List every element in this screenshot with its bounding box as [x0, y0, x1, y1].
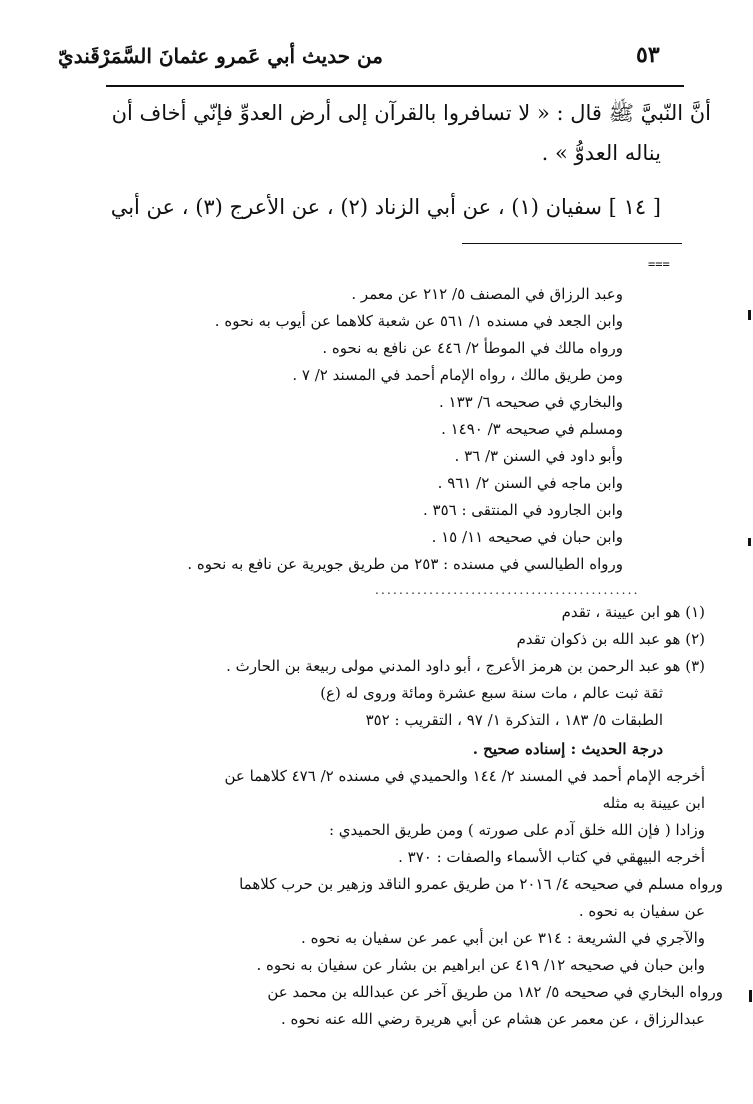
takhrij-line: والآجري في الشريعة : ٣١٤ عن ابن أبي عمر عن سفيان به نحوه .	[301, 929, 705, 947]
source-line: وابن ماجه في السنن ٢/ ٩٦١ .	[437, 474, 623, 492]
takhrij-line: وزادا ( فإن الله خلق آدم على صورته ) ومن طريق الحميدي :	[328, 821, 705, 839]
source-line: والبخاري في صحيحه ٦/ ١٣٣ .	[438, 393, 623, 411]
takhrij-line: أخرجه البيهقي في كتاب الأسماء والصفات : ٣٧٠ .	[398, 848, 705, 866]
header-rule	[106, 85, 684, 87]
scan-edge-mark	[748, 538, 751, 546]
source-line: وابن الجارود في المنتقى : ٣٥٦ .	[422, 501, 623, 519]
source-line: ورواه مالك في الموطأ ٢/ ٤٤٦ عن نافع به نحوه .	[322, 339, 623, 357]
main-text-line-3: [ ١٤ ] سفيان (١) ، عن أبي الزناد (٢) ، عن الأعرج (٣) ، عن أبي	[110, 195, 661, 219]
takhrij-line: وابن حبان في صحيحه ١٢/ ٤١٩ عن ابراهيم بن بشار عن سفيان به نحوه .	[256, 956, 705, 974]
footnote-2: (٢) هو عبد الله بن ذكوان تقدم	[516, 630, 705, 648]
main-text-line-1: أنَّ النّبيَّ ﷺ قال : « لا تسافروا بالقرآن إلى أرض العدوِّ فإنّي أخاف أن	[111, 101, 711, 125]
hadith-grade-heading: درجة الحديث : إسناده صحيح .	[472, 740, 663, 758]
takhrij-line: أخرجه الإمام أحمد في المسند ٢/ ١٤٤ والحميدي في مسنده ٢/ ٤٧٦ كلاهما عن	[224, 767, 705, 785]
footnote-3-detail: ثقة ثبت عالم ، مات سنة سبع عشرة ومائة وروى له (ع)	[320, 684, 663, 702]
takhrij-line: عن سفيان به نحوه .	[578, 902, 705, 920]
footnote-3-references: الطبقات ٥/ ١٨٣ ، التذكرة ١/ ٩٧ ، التقريب : ٣٥٢	[365, 711, 663, 729]
takhrij-line: ابن عيينة به مثله	[602, 794, 705, 812]
footnote-3: (٣) هو عبد الرحمن بن هرمز الأعرج ، أبو داود المدني مولى ربيعة بن الحارث .	[226, 657, 705, 675]
source-line: ومسلم في صحيحه ٣/ ١٤٩٠ .	[441, 420, 623, 438]
footnote-separator-rule	[462, 243, 682, 244]
source-line: وأبو داود في السنن ٣/ ٣٦ .	[454, 447, 623, 465]
source-line: ومن طريق مالك ، رواه الإمام أحمد في المسند ٢/ ٧ .	[292, 366, 623, 384]
takhrij-line: عبدالرزاق ، عن معمر عن هشام عن أبي هريرة رضي الله عنه نحوه .	[280, 1010, 705, 1028]
continuation-marker: ===	[648, 257, 670, 271]
page-number: ٥٣	[636, 42, 660, 68]
footnote-1: (١) هو ابن عيينة ، تقدم	[561, 603, 705, 621]
source-line: ورواه الطيالسي في مسنده : ٢٥٣ من طريق جويرية عن نافع به نحوه .	[187, 555, 623, 573]
running-header-title: من حديث أبي عَمرو عثمانَ السَّمَرْقَنديّ	[58, 44, 383, 68]
source-line: وابن الجعد في مسنده ١/ ٥٦١ عن شعبة كلاهما عن أيوب به نحوه .	[214, 312, 623, 330]
takhrij-line: ورواه مسلم في صحيحه ٤/ ٢٠١٦ من طريق عمرو الناقد وزهير بن حرب كلاهما	[239, 875, 723, 893]
dotted-divider: ............................................	[375, 583, 640, 597]
takhrij-line: ورواه البخاري في صحيحه ٥/ ١٨٢ من طريق آخر عن عبدالله بن محمد عن	[267, 983, 723, 1001]
main-text-line-2: يناله العدوُّ » .	[541, 141, 661, 165]
source-line: وعبد الرزاق في المصنف ٥/ ٢١٢ عن معمر .	[351, 285, 623, 303]
scan-edge-mark	[749, 990, 752, 1002]
scan-edge-mark	[748, 310, 751, 320]
source-line: وابن حبان في صحيحه ١١/ ١٥ .	[431, 528, 623, 546]
